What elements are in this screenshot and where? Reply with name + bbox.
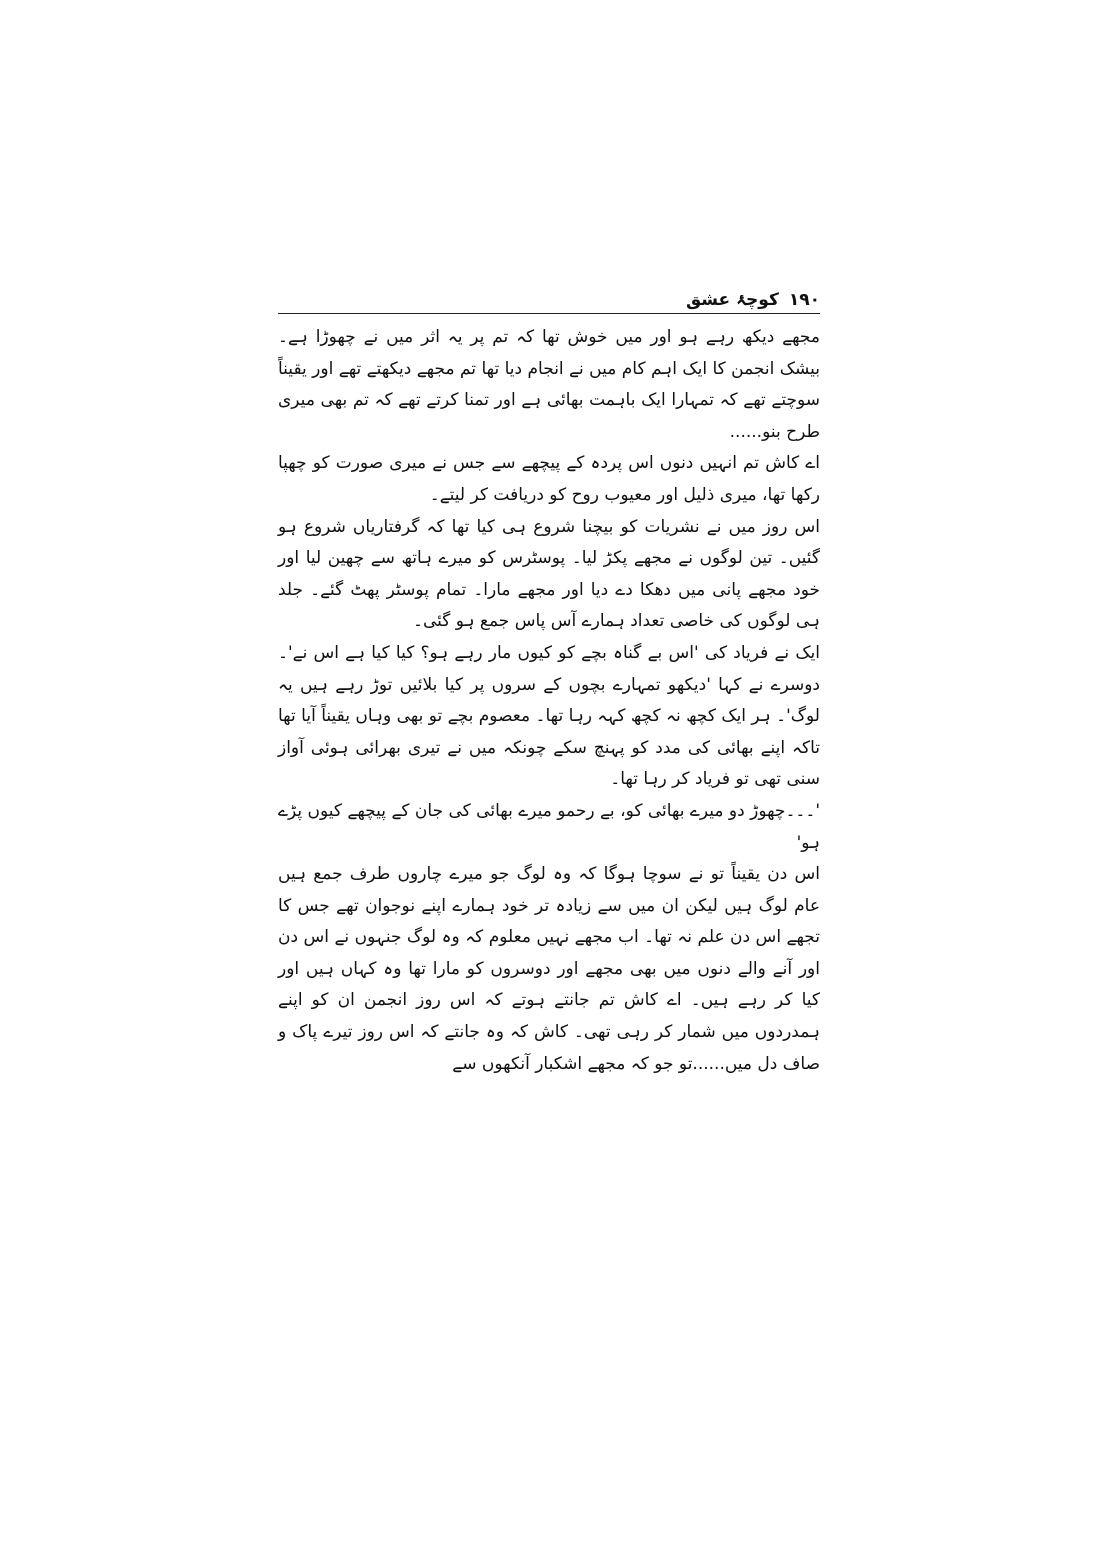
book-title: کوچۂ عشق [685,290,779,310]
page-header [278,282,820,310]
paragraph-6: اس دن یقیناً تو نے سوچا ہوگا کہ وہ لوگ جو میرے چاروں طرف جمع ہیں عام لوگ ہیں لیکن ان میں سے زیادہ تر خود ہمارے اپنے نوجوان تھے جس کا تجھے اس دن علم نہ تھا۔ اب مجھے نہیں معلوم کہ وہ لوگ جنہوں نے اس دن اور آنے والے دنوں میں بھی مجھے اور دوسروں کو مارا تھا وہ کہاں ہیں اور کیا کر رہے ہیں۔ اے کاش تم جانتے ہوتے کہ اس روز انجمن ان کو اپنے ہمدردوں میں شمار کر رہی تھی۔ کاش کہ وہ جانتے کہ اس روز تیرے پاک و صاف دل میں......تو جو کہ مجھے اشکبار آنکھوں سے [278,864,820,1074]
page-number: ١٩٠ [788,290,820,310]
page-body [278,322,820,1080]
paragraph-4: ایک نے فریاد کی 'اس بے گناہ بچے کو کیوں مار رہے ہو؟ کیا کیا ہے اس نے'۔ دوسرے نے کہا 'دیکھو تمہارے بچوں کے سروں پر کیا بلائیں توڑ رہے ہیں یہ لوگ'۔ ہر ایک کچھ نہ کچھ کہہ رہا تھا۔ معصوم بچے تو بھی وہاں یقیناً آیا تھا تاکہ اپنے بھائی کی مدد کو پہنچ سکے چونکہ میں نے تیری بھرائی ہوئی آواز سنی تھی تو فریاد کر رہا تھا۔ [278,642,820,790]
header-divider [278,313,820,314]
paragraph-1: مجھے دیکھ رہے ہو اور میں خوش تھا کہ تم پر یہ اثر میں نے چھوڑا ہے۔ بیشک انجمن کا ایک اہم کام میں نے انجام دیا تھا تم مجھے دیکھتے تھے اور یقیناً سوچتے تھے کہ تمہارا ایک باہمت بھائی ہے اور تمنا کرتے تھے کہ تم بھی میری طرح بنو...... [278,327,820,442]
paragraph-2: اے کاش تم انہیں دنوں اس پردہ کے پیچھے سے جس نے میری صورت کو چھپا رکھا تھا، میری ذلیل اور معیوب روح کو دریافت کر لیتے۔ [278,453,820,505]
paragraph-5: '۔۔۔چھوڑ دو میرے بھائی کو، بے رحمو میرے بھائی کی جان کے پیچھے کیوں پڑے ہو' [278,800,820,853]
paragraph-3: اس روز میں نے نشریات کو بیچنا شروع ہی کیا تھا کہ گرفتاریاں شروع ہو گئیں۔ تین لوگوں نے مجھے پکڑ لیا۔ پوسٹرس کو میرے ہاتھ سے چھین لیا اور خود مجھے پانی میں دھکا دے دیا اور مجھے مارا۔ تمام پوسٹر پھٹ گئے۔ جلد ہی لوگوں کی خاصی تعداد ہمارے آس پاس جمع ہو گئی۔ [278,516,820,632]
